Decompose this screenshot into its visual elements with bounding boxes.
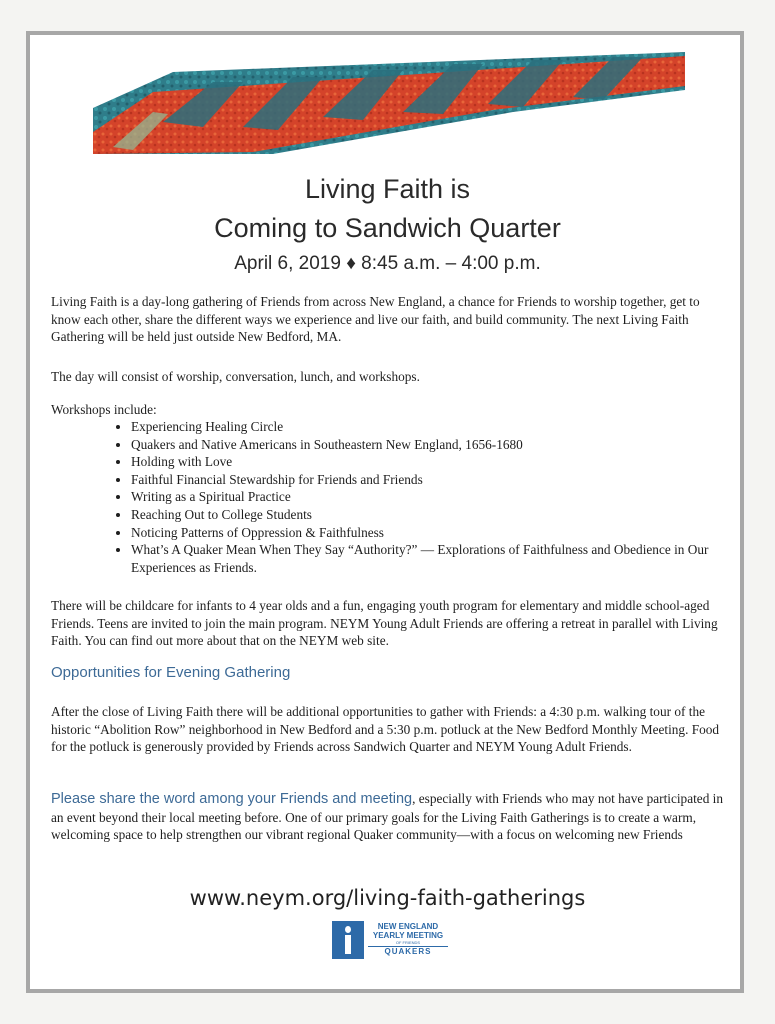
logo-line-4: QUAKERS <box>368 946 448 956</box>
evening-heading: Opportunities for Evening Gathering <box>51 664 291 681</box>
list-item: • Quakers and Native Americans in Southeastern New England, 1656-1680 <box>131 436 731 454</box>
logo-line-1: NEW ENGLAND <box>377 922 439 931</box>
workshop-list <box>99 418 731 576</box>
share-paragraph <box>51 790 731 844</box>
list-item: • Reaching Out to College Students <box>131 506 731 524</box>
title-line-2: Coming to Sandwich Quarter <box>214 213 561 243</box>
candle-icon <box>332 921 364 959</box>
schedule-paragraph: The day will consist of worship, conversation, lunch, and workshops. <box>51 369 420 384</box>
list-item: • Writing as a Spiritual Practice <box>131 488 731 506</box>
list-item: • Noticing Patterns of Oppression & Faithfulness <box>131 524 731 542</box>
share-text: , especially with Friends who may not have participated in an event beyond their local meeting before. One of our primary goals for the Living Faith Gatherings is to create a warm, welcoming space to help strengthen our vibrant regional Quaker community—with a focus on welcoming new Friends <box>51 791 724 843</box>
workshops-label: Workshops include: <box>51 402 157 417</box>
hands-banner-image <box>93 52 685 154</box>
logo-line-3: OF FRIENDS <box>395 940 421 945</box>
logo-line-2: YEARLY MEETING <box>372 931 444 940</box>
logo-text <box>368 922 448 956</box>
website-url: www.neym.org/living-faith-gatherings <box>189 886 586 910</box>
list-item: • Holding with Love <box>131 453 731 471</box>
intro-paragraph: Living Faith is a day-long gathering of Friends from across New England, a chance for Friends to worship together, get to know each other, share the different ways we experience and live our faith, and build community. The next Living Faith Gathering will be held just outside New Bedford, MA. <box>51 294 700 345</box>
evening-paragraph: After the close of Living Faith there will be additional opportunities to gather with Friends: a 4:30 p.m. walking tour of the historic “Abolition Row” neighborhood in New Bedford and a 5:30 p.m. potluck at the New Bedford Monthly Meeting. Food for the potluck is generously provided by Friends across Sandwich Quarter and NEYM Young Adult Friends. <box>51 704 720 755</box>
list-item: • Faithful Financial Stewardship for Friends and Friends <box>131 471 731 489</box>
event-date: April 6, 2019 ♦ 8:45 a.m. – 4:00 p.m. <box>234 253 541 274</box>
neym-logo <box>332 921 446 961</box>
childcare-paragraph: There will be childcare for infants to 4 year olds and a fun, engaging youth program for elementary and middle school-aged Friends. Teens are invited to join the main program. NEYM Young Adult Friends are offering a retreat in parallel with Living Faith. You can find out more about that on the NEYM web site. <box>51 598 718 649</box>
share-lead: Please share the word among your Friends and meeting <box>51 791 413 807</box>
list-item: • What’s A Quaker Mean When They Say “Authority?” — Explorations of Faithfulness and Obedience in Our Experiences as Friends. <box>131 541 731 576</box>
title-line-1: Living Faith is <box>304 174 471 204</box>
list-item: • Experiencing Healing Circle <box>131 418 731 436</box>
